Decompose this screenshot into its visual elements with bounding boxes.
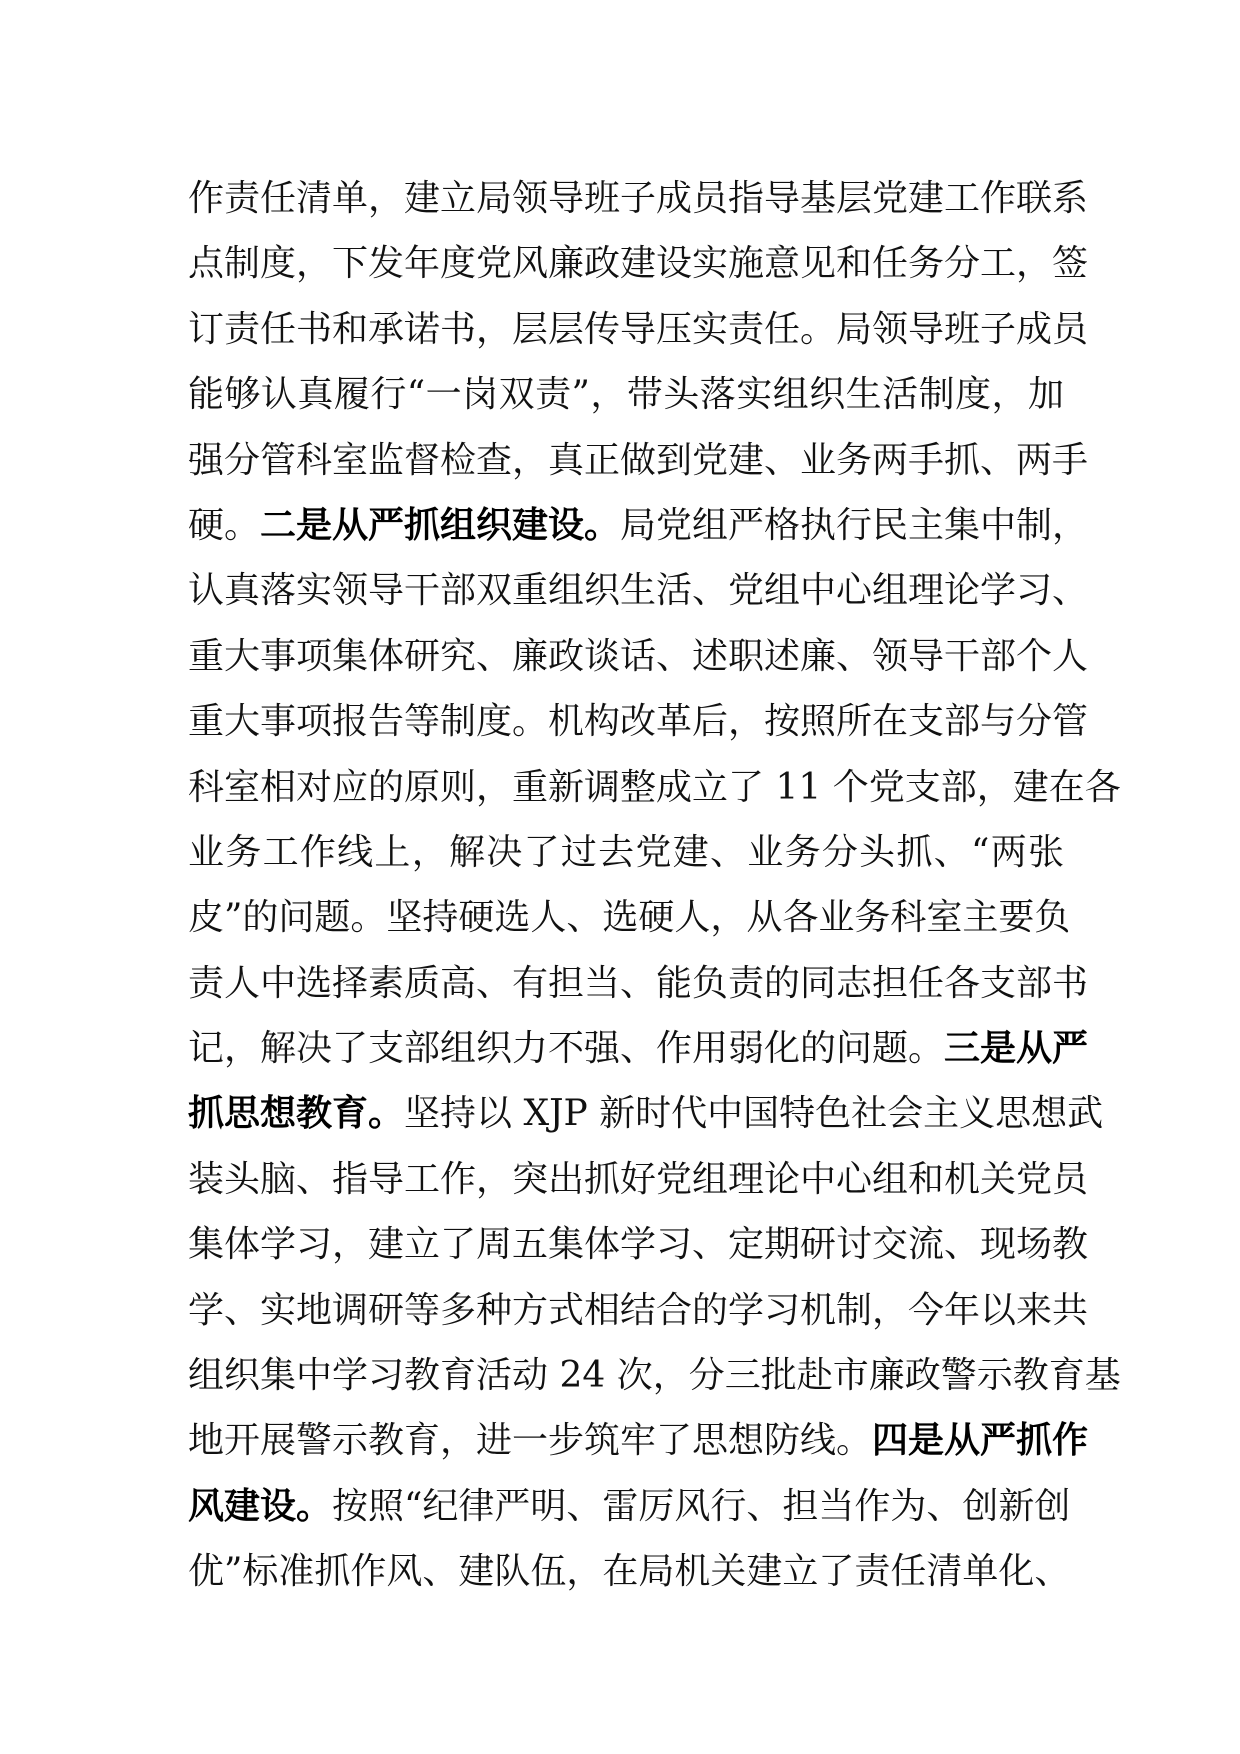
- bold-heading-text: 抓思想教育。: [188, 1093, 405, 1135]
- body-text: 记，解决了支部组织力不强、作用弱化的问题。: [188, 1028, 945, 1070]
- body-text: 集体学习，建立了周五集体学习、定期研讨交流、现场教: [188, 1224, 1089, 1266]
- text-line: [188, 1147, 1089, 1212]
- text-line: [188, 624, 1089, 689]
- text-line: [188, 558, 1089, 623]
- body-text: 组织集中学习教育活动 24 次，分三批赴市廉政警示教育基: [188, 1355, 1121, 1397]
- bold-heading-text: 三是从严: [944, 1028, 1089, 1070]
- text-line: [188, 885, 1071, 950]
- document-body-text: [188, 166, 1121, 1605]
- body-text: 装头脑、指导工作，突出抓好党组理论中心组和机关党员: [188, 1158, 1089, 1200]
- text-line: [188, 362, 1064, 427]
- text-line: [188, 951, 1089, 1016]
- text-line: [188, 1081, 1104, 1146]
- body-text: 责人中选择素质高、有担当、能负责的同志担任各支部书: [188, 962, 1089, 1004]
- text-line: [188, 1278, 1089, 1343]
- text-line: [188, 689, 1089, 754]
- body-text: 地开展警示教育，进一步筑牢了思想防线。: [188, 1420, 873, 1462]
- body-text: 按照“纪律严明、雷厉风行、担当作为、创新创: [332, 1485, 1071, 1527]
- text-line: [188, 297, 1089, 362]
- text-line: [188, 166, 1089, 231]
- text-line: [188, 1212, 1089, 1277]
- body-text: 订责任书和承诺书，层层传导压实责任。局领导班子成员: [188, 308, 1089, 350]
- body-text: 认真落实领导干部双重组织生活、党组中心组理论学习、: [188, 570, 1089, 612]
- body-text: 科室相对应的原则，重新调整成立了 11 个党支部，建在各: [188, 766, 1121, 808]
- body-text: 强分管科室监督检查，真正做到党建、业务两手抓、两手: [188, 439, 1089, 481]
- text-line: [188, 428, 1089, 493]
- text-line: [188, 1408, 1089, 1473]
- body-text: 学、实地调研等多种方式相结合的学习机制，今年以来共: [188, 1289, 1089, 1331]
- bold-heading-text: 四是从严抓作: [872, 1420, 1089, 1462]
- body-text: 业务工作线上，解决了过去党建、业务分头抓、“两张: [188, 831, 1064, 873]
- text-line: [188, 1343, 1121, 1408]
- body-text: 优”标准抓作风、建队伍，在局机关建立了责任清单化、: [188, 1551, 1071, 1593]
- body-text: 坚持以 XJP 新时代中国特色社会主义思想武: [404, 1093, 1104, 1135]
- text-line: [188, 1016, 1089, 1081]
- body-text: 皮”的问题。坚持硬选人、选硬人，从各业务科室主要负: [188, 897, 1071, 939]
- text-line: [188, 820, 1064, 885]
- text-line: [188, 1474, 1071, 1539]
- body-text: 局党组严格执行民主集中制，: [620, 504, 1089, 546]
- text-line: [188, 1539, 1071, 1604]
- body-text: 重大事项集体研究、廉政谈话、述职述廉、领导干部个人: [188, 635, 1089, 677]
- bold-heading-text: 二是从严抓组织建设。: [260, 504, 621, 546]
- text-line: [188, 493, 1089, 558]
- text-line: [188, 231, 1089, 296]
- body-text: 硬。: [188, 504, 261, 546]
- bold-heading-text: 风建设。: [188, 1485, 333, 1527]
- body-text: 作责任清单，建立局领导班子成员指导基层党建工作联系: [188, 178, 1089, 219]
- text-line: [188, 755, 1121, 820]
- body-text: 能够认真履行“一岗双责”，带头落实组织生活制度，加: [188, 374, 1064, 416]
- body-text: 重大事项报告等制度。机构改革后，按照所在支部与分管: [188, 701, 1089, 743]
- body-text: 点制度，下发年度党风廉政建设实施意见和任务分工，签: [188, 243, 1089, 285]
